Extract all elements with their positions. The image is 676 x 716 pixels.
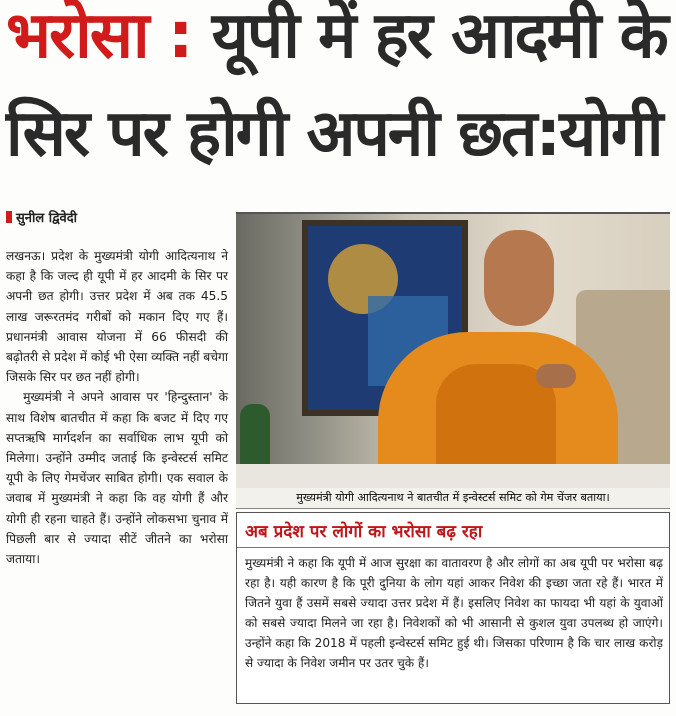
article-paragraph: मुख्यमंत्री ने अपने आवास पर 'हिन्दुस्तान' के साथ विशेष बातचीत में कहा कि बजट में दिए गए सप्तऋषि मार्गदर्शन का सर्वाधिक लाभ यूपी को मिलेगा। उन्होंने उम्मीद जताई कि इन्वेस्टर्स समिट यूपी के लिए गेमचेंजर साबित होगी। एक सवाल के जवाब में मुख्यमंत्री ने कहा कि वह योगी हैं और योगी ही रहना चाहते हैं। उन्होंने लोकसभा चुनाव में पिछली बार से ज्यादा सीटें जीतने का भरोसा जताया। (6, 390, 228, 567)
divider (237, 547, 669, 548)
sidebar-box (236, 512, 670, 704)
byline-marker-icon (6, 211, 12, 223)
byline (6, 208, 77, 226)
byline-author: सुनील द्विवेदी (16, 211, 78, 226)
sidebar-box-body: मुख्यमंत्री ने कहा कि यूपी में आज सुरक्षा का वातावरण है और लोगों का अब यूपी पर भरोसा बढ़ रहा है। यही कारण है कि पूरी दुनिया के लोग यहां आकर निवेश की इच्छा जता रहे हैं। भारत में जितने युवा हैं उसमें सबसे ज्यादा उत्तर प्रदेश में हैं। इसलिए निवेश का फायदा भी यहां के युवाओं को सबसे ज्यादा मिलने जा रहा है। निवेशकों को भी आसानी से कुशल युवा उपलब्ध हो जाएंगे। उन्होंने कहा कि 2018 में पहली इन्वेस्टर्स समिट हुई थी। जिसका परिणाम है कि चार लाख करोड़ से ज्यादा के निवेश जमीन पर उतर चुके हैं। (245, 556, 663, 670)
headline-line-2: सिर पर होगी अपनी छत:योगी (6, 97, 662, 171)
news-photo (236, 212, 670, 490)
article-left-column (6, 246, 228, 569)
photo-caption: मुख्यमंत्री योगी आदित्यनाथ ने बातचीत में इन्वेस्टर्स समिट को गेम चेंजर बताया। (236, 488, 670, 509)
headline-line-1 (6, 0, 667, 73)
sidebar-box-title: अब प्रदेश पर लोगों का भरोसा बढ़ रहा (245, 522, 483, 542)
article-paragraph: लखनऊ। प्रदेश के मुख्यमंत्री योगी आदित्यनाथ ने कहा है कि जल्द ही यूपी में हर आदमी के सिर पर अपनी छत होगी। उत्तर प्रदेश में अब तक 45.5 लाख जरूरतमंद गरीबों को मकान दिए गए हैं। प्रधानमंत्री आवास योजना में 66 फीसदी की बढ़ोतरी से प्रदेश में कोई भी ऐसा व्यक्ति नहीं बचेगा जिसके सिर पर छत नहीं होगी। (6, 249, 228, 385)
headline-text-1: यूपी में हर आदमी के (191, 0, 667, 73)
headline-keyword: भरोसा : (6, 0, 192, 73)
